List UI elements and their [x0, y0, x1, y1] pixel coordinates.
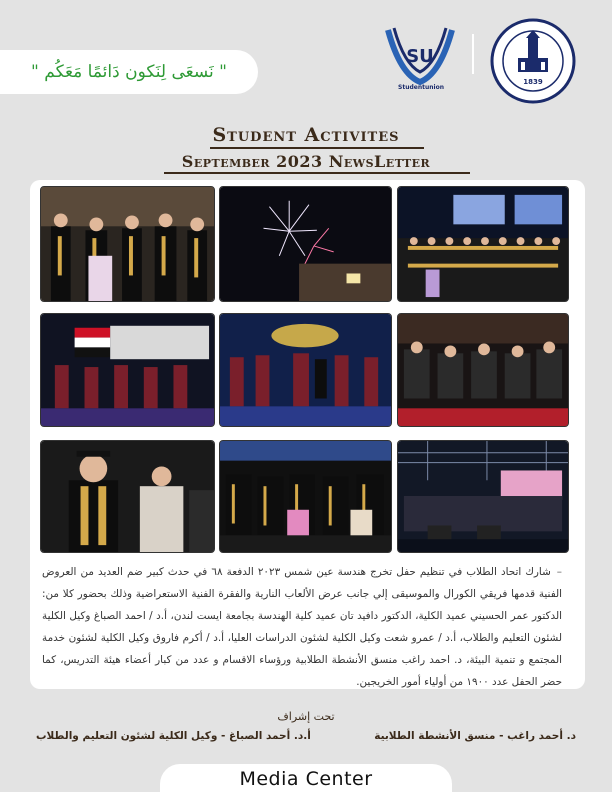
media-center-label: Media Center	[239, 768, 373, 790]
photo-stage-ceremony	[219, 313, 392, 427]
signature-vice-dean: أ.د. أحمد الصباغ - وكيل الكلية لشئون التعليم والطلاب	[36, 730, 311, 742]
faculty-of-engineering-logo	[490, 18, 576, 104]
student-union-logo-text: SU	[406, 46, 434, 67]
slogan-banner	[0, 50, 258, 94]
slogan-text: " نَسعَى لِنَكون دَائمًا مَعَكُم "	[31, 62, 227, 82]
newsletter-title: Student Activites	[212, 124, 400, 146]
photo-graduate-closeup	[40, 440, 215, 553]
subtitle-underline	[164, 172, 470, 174]
student-union-caption: Studentunion	[398, 84, 444, 91]
article-body-text: شارك اتحاد الطلاب في تنظيم حفل تخرج هندسة عين شمس ٢٠٢٣ الدفعة ٦٨ في حدث كبير ضم العديد من العروض الفنية قدمها فريقي الكورال والموسيقى إلي جانب عرض الألعاب النارية والفقرة الفنية الاستعراضية وذلك بحضور كلا من: الدكتور عمر الحسيني عميد الكلية، الدكتور دافيد تان عميد كلية الهندسة بجامعة ايست لندن، أ.د / احمد الصباغ وكيل الكلية لشئون التعليم والطلاب، أ.د / عمرو شعت وكيل الكلية لشئون الدراسات العليا، أ.د / أكرم فاروق وكيل الكلية لشئون خدمة المجتمع و تنمية البيئة، د. احمد راغب منسق الأنشطة الطلابية ورؤساء الاقسام و عدد من كبار أعضاء هيئة التدريس، كما حضر الحفل عدد ١٩٠٠ من أولياء أمور الخريجين.	[42, 566, 562, 688]
photo-graduates-row	[40, 186, 215, 302]
newsletter-subtitle: September 2023 NewsLetter	[181, 152, 431, 171]
signature-activities-coordinator: د. أحمد راغب - منسق الأنشطة الطلابية	[374, 730, 576, 742]
photo-choir-performance	[397, 440, 569, 553]
title-underline	[210, 147, 424, 149]
photo-graduates-seated	[219, 440, 392, 553]
logo-divider	[472, 34, 474, 74]
photo-fireworks	[219, 186, 392, 302]
article-body	[42, 561, 562, 693]
faculty-logo-year: 1839	[523, 78, 543, 86]
photo-audience-seated	[397, 313, 569, 427]
photo-graduates-auditorium	[397, 186, 569, 302]
supervision-label: تحت إشراف	[277, 710, 335, 723]
photo-officials-flag	[40, 313, 215, 427]
bullet-icon: –	[556, 566, 562, 578]
